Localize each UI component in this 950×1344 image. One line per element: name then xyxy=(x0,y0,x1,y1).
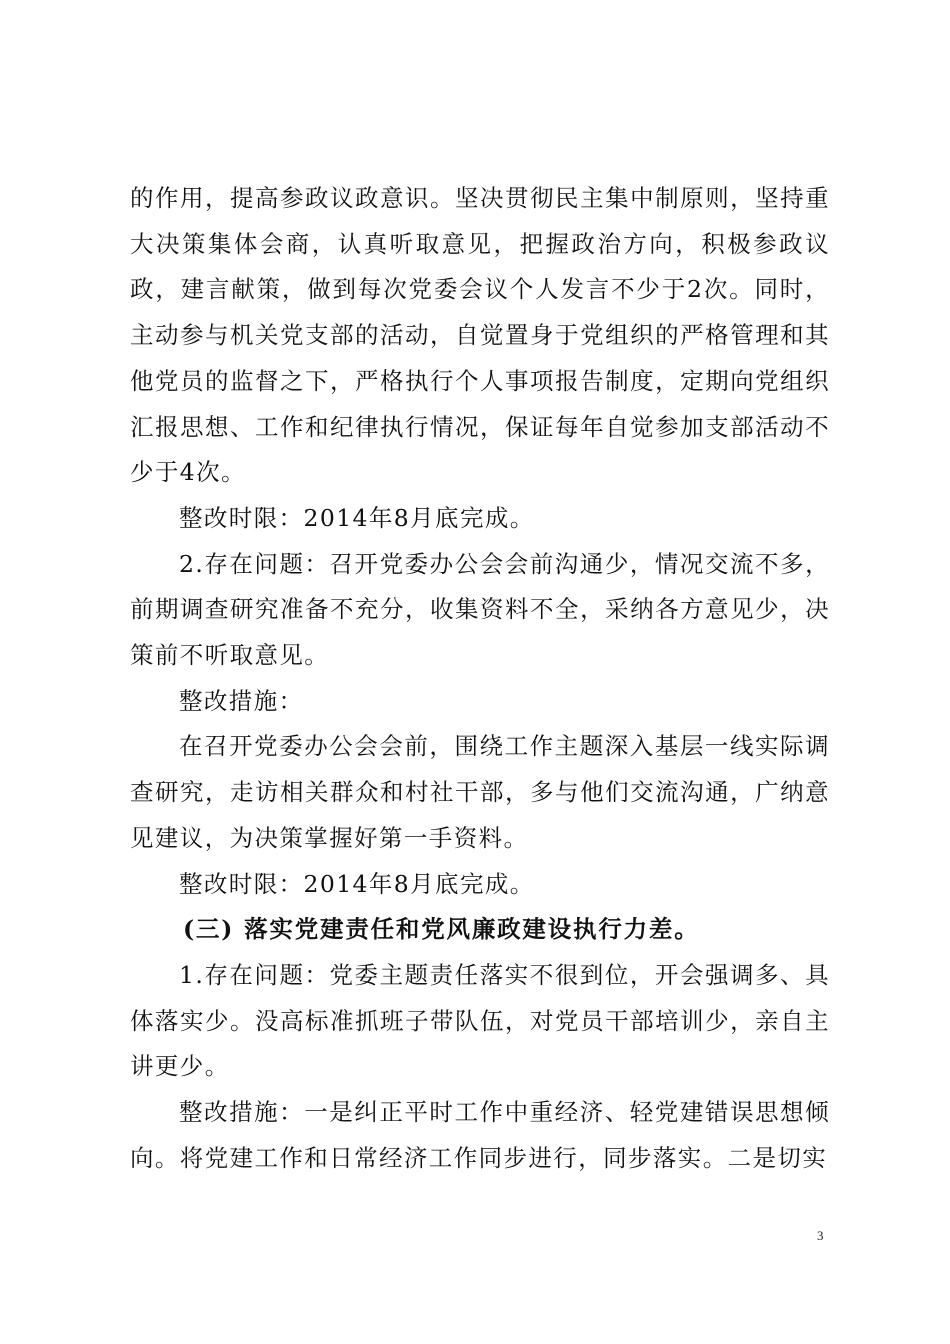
document-body xyxy=(130,176,830,1181)
paragraph-problem-1: 1.存在问题：党委主题责任落实不很到位，开会强调多、具体落实少。没高标准抓班子带队伍，对党员干部培训少，亲自主讲更少。 xyxy=(130,960,830,1081)
paragraph-measures: 在召开党委办公会会前，围绕工作主题深入基层一线实际调查研究，走访相关群众和村社干部，多与他们交流沟通，广纳意见建议，为决策掌握好第一手资料。 xyxy=(130,732,830,852)
paragraph-measures-2: 整改措施：一是纠正平时工作中重经济、轻党建错误思想倾向。将党建工作和日常经济工作同步进行，同步落实。二是切实 xyxy=(130,1098,830,1172)
paragraph-problem-2: 2.存在问题：召开党委办公会会前沟通少，情况交流不多，前期调查研究准备不充分，收集资料不全，采纳各方意见少，决策前不听取意见。 xyxy=(130,549,830,670)
paragraph-deadline-2: 整改时限：2014年8月底完成。 xyxy=(179,869,535,898)
paragraph-continuation: 的作用，提高参政议政意识。坚决贯彻民主集中制原则，坚持重大决策集体会商，认真听取意见，把握政治方向，积极参政议政，建言献策，做到每次党委会议个人发言不少于2次。同时，主动参与机关党支部的活动，自觉置身于党组织的严格管理和其他党员的监督之下，严格执行个人事项报告制度，定期向党组织汇报思想、工作和纪律执行情况，保证每年自觉参加支部活动不少于4次。 xyxy=(130,184,830,487)
section-heading: (三) 落实党建责任和党风廉政建设执行力差。 xyxy=(183,915,700,944)
paragraph-deadline: 整改时限：2014年8月底完成。 xyxy=(179,503,535,532)
paragraph-measures-label: 整改措施： xyxy=(179,686,304,715)
page-number: 3 xyxy=(817,1228,824,1243)
